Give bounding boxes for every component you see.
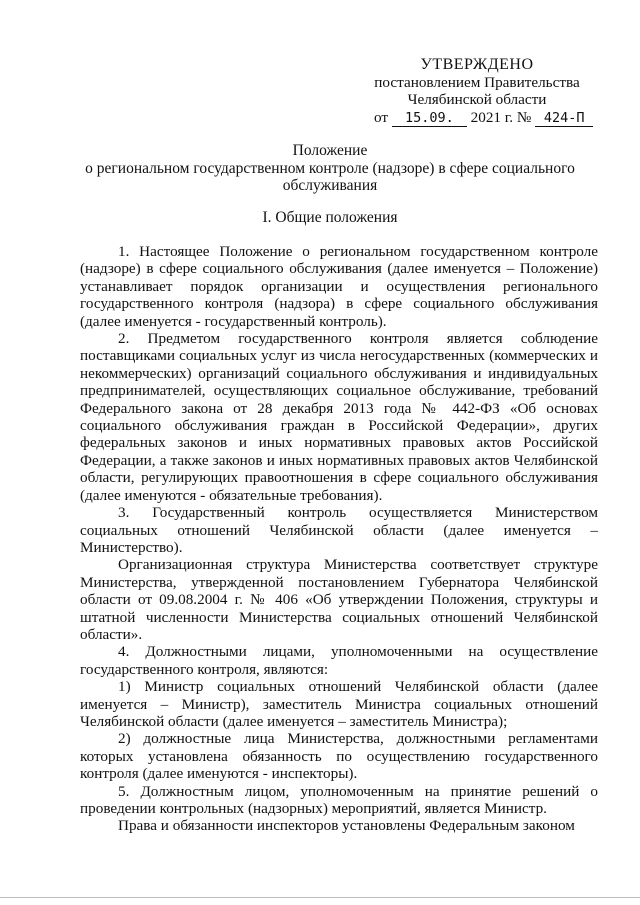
- paragraph: Права и обязанности инспекторов установлены Федеральным законом: [118, 817, 575, 835]
- title-line-2: о региональном государственном контроле (надзоре) в сфере социального: [85, 159, 575, 177]
- approval-line-1: постановлением Правительства: [374, 73, 580, 91]
- approval-date-line: [372, 108, 585, 127]
- approval-from-prefix: от: [374, 108, 389, 126]
- scan-edge-divider: [0, 897, 640, 898]
- paragraph: 3. Государственный контроль осуществляется Министерством социальных отношений Челябинской области (далее именуется – Министерство).: [80, 504, 598, 556]
- section-heading: I. Общие положения: [262, 209, 398, 226]
- paragraph: Организационная структура Министерства соответствует структуре Министерства, утвержденной постановлением Губернатора Челябинской области от 09.08.2004 г. № 406 «Об утверждении Положения, структуры и штатной численности Министерства социальных отношений Челябинской области».: [80, 556, 598, 643]
- approval-stamp: [372, 56, 585, 127]
- paragraph: 2. Предметом государственного контроля является соблюдение поставщиками социальных услуг из числа негосударственных (коммерческих и некоммерческих) организаций социального обслуживания и индивидуальных предпринимателей, осуществляющих социальное обслуживание, требований Федерального закона от 28 декабря 2013 года № 442-ФЗ «Об основах социального обслуживания граждан в Российской Федерации», других федеральных законов и иных нормативных правовых актов Российской Федерации, а также законов и иных нормативных правовых актов Челябинской области, регулирующих правоотношения в сфере социального обслуживания (далее именуются - обязательные требования).: [80, 330, 598, 504]
- paragraph: 4. Должностными лицами, уполномоченными на осуществление государственного контроля, являются:: [80, 643, 598, 678]
- paragraph: 5. Должностным лицом, уполномоченным на принятие решений о проведении контрольных (надзорных) мероприятий, является Министр.: [80, 782, 598, 817]
- paragraph: 2) должностные лица Министерства, должностными регламентами которых установлена обязанность по осуществлению государственного контроля (далее именуются - инспекторы).: [80, 730, 598, 783]
- approval-heading: УТВЕРЖДЕНО: [420, 56, 534, 73]
- approval-date: 15.09.: [392, 111, 467, 127]
- paragraph: 1. Настоящее Положение о региональном государственном контроле (надзоре) в сфере социального обслуживания (далее именуется – Положение) устанавливает порядок организации и осуществления регионального государственного контроля (надзора) в сфере социального обслуживания (далее именуется - государственный контроль).: [80, 243, 598, 330]
- paragraph: 1) Министр социальных отношений Челябинской области (далее именуется – Министр), заместитель Министра социальных отношений Челябинской области (далее именуется – заместитель Министра);: [80, 678, 598, 730]
- title-line-1: Положение: [292, 142, 368, 159]
- approval-line-2: Челябинской области: [407, 91, 547, 108]
- approval-number: 424-П: [535, 111, 593, 127]
- approval-year-suffix: 2021 г. №: [470, 108, 532, 126]
- document-title: [60, 142, 600, 195]
- document-body: [80, 243, 598, 835]
- title-line-3: обслуживания: [282, 177, 378, 194]
